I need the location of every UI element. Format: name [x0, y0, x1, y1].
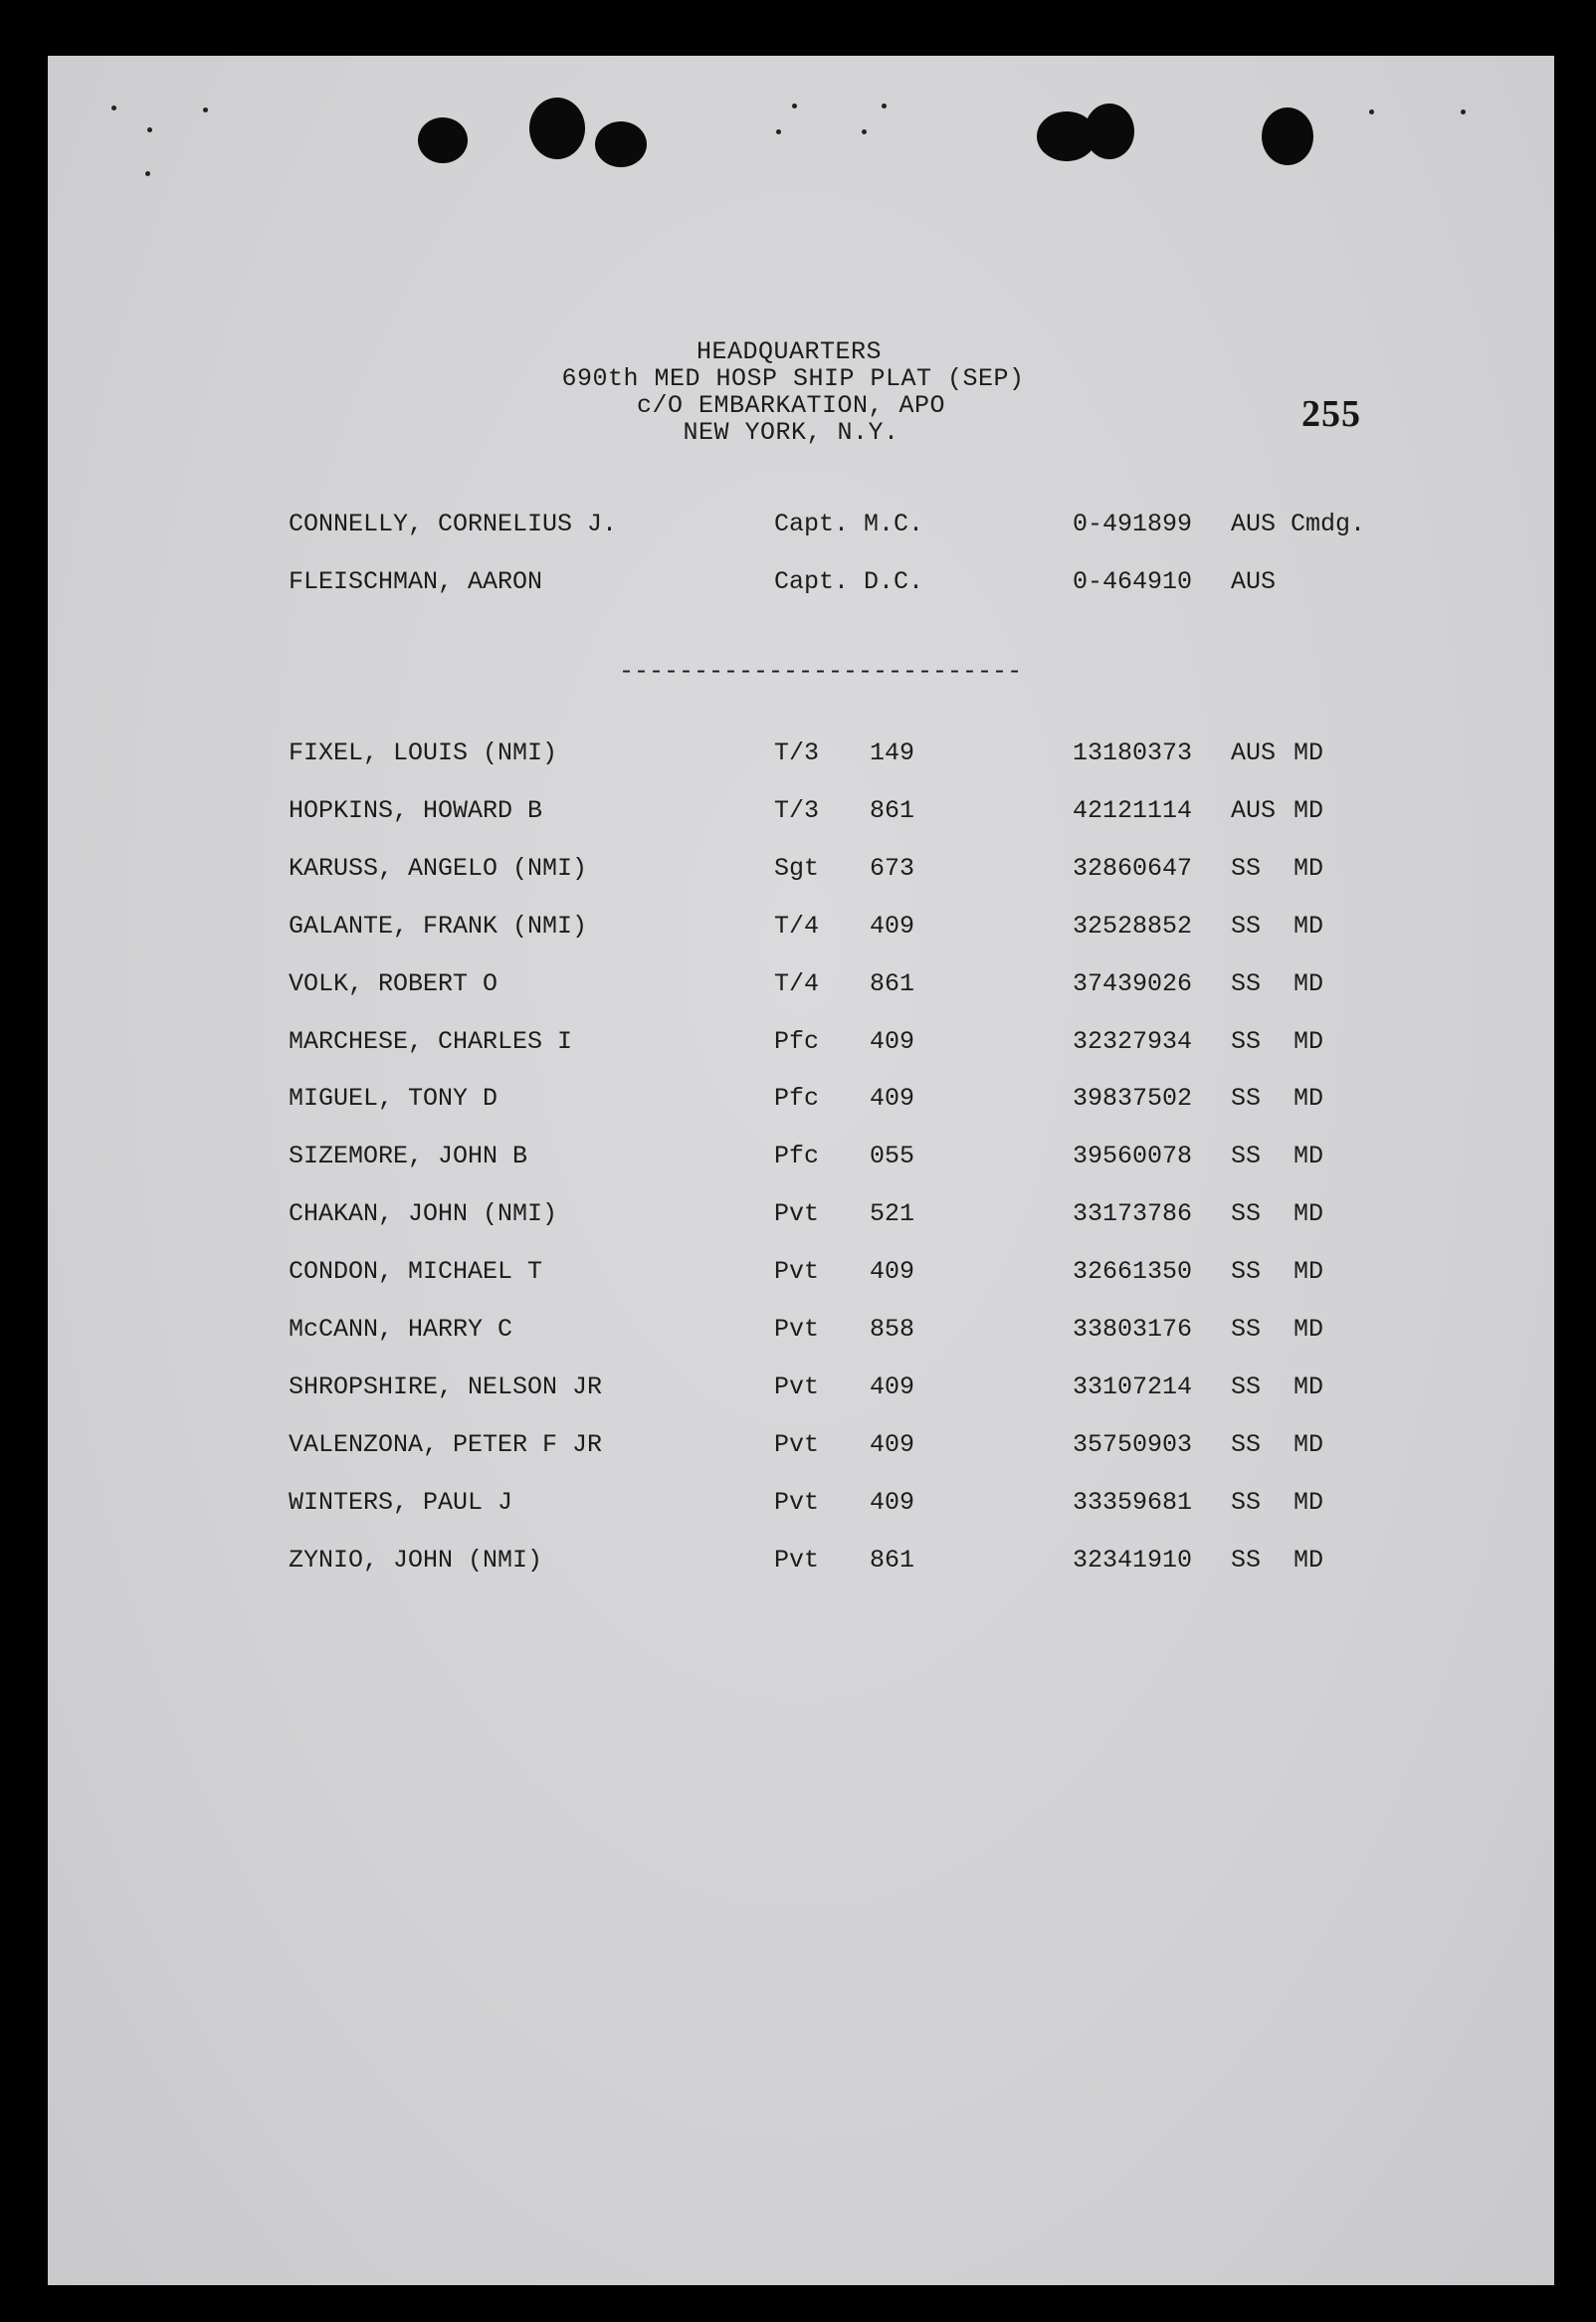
enlisted-mos: 521	[870, 1199, 915, 1228]
punch-hole	[418, 117, 468, 163]
table-row	[0, 1429, 1596, 1461]
enlisted-serial: 32528852	[1073, 912, 1193, 941]
speck	[1461, 109, 1466, 114]
enlisted-rank: Pvt	[774, 1372, 820, 1401]
enlisted-name: MIGUEL, TONY D	[289, 1084, 499, 1113]
officer-serial: 0-491899	[1073, 510, 1193, 538]
speck	[1369, 109, 1374, 114]
enlisted-component: SS	[1231, 1315, 1262, 1344]
enlisted-name: McCANN, HARRY C	[289, 1315, 513, 1344]
officer-name: FLEISCHMAN, AARON	[289, 567, 543, 596]
enlisted-serial: 37439026	[1073, 969, 1193, 998]
enlisted-rank: Pvt	[774, 1257, 820, 1286]
enlisted-branch: MD	[1294, 1257, 1324, 1286]
enlisted-name: HOPKINS, HOWARD B	[289, 796, 543, 825]
enlisted-name: WINTERS, PAUL J	[289, 1488, 513, 1517]
table-row	[0, 1487, 1596, 1519]
enlisted-name: SHROPSHIRE, NELSON JR	[289, 1372, 603, 1401]
enlisted-component: SS	[1231, 1084, 1262, 1113]
enlisted-rank: Pvt	[774, 1430, 820, 1459]
enlisted-serial: 33173786	[1073, 1199, 1193, 1228]
enlisted-rank: Pfc	[774, 1142, 820, 1170]
enlisted-mos: 861	[870, 1546, 915, 1575]
enlisted-branch: MD	[1294, 1546, 1324, 1575]
enlisted-branch: MD	[1294, 1084, 1324, 1113]
enlisted-mos: 409	[870, 1257, 915, 1286]
officer-component: AUS	[1231, 567, 1277, 596]
enlisted-mos: 861	[870, 969, 915, 998]
enlisted-branch: MD	[1294, 739, 1324, 767]
enlisted-mos: 673	[870, 854, 915, 883]
enlisted-branch: MD	[1294, 969, 1324, 998]
enlisted-component: SS	[1231, 1027, 1262, 1056]
punch-hole	[595, 121, 647, 167]
enlisted-rank: Pvt	[774, 1488, 820, 1517]
enlisted-name: ZYNIO, JOHN (NMI)	[289, 1546, 543, 1575]
officer-name: CONNELLY, CORNELIUS J.	[289, 510, 618, 538]
enlisted-branch: MD	[1294, 1199, 1324, 1228]
speck	[145, 171, 150, 176]
enlisted-component: AUS	[1231, 739, 1277, 767]
enlisted-component: SS	[1231, 854, 1262, 883]
enlisted-component: SS	[1231, 1257, 1262, 1286]
enlisted-component: SS	[1231, 969, 1262, 998]
enlisted-component: SS	[1231, 1430, 1262, 1459]
enlisted-mos: 861	[870, 796, 915, 825]
enlisted-branch: MD	[1294, 912, 1324, 941]
enlisted-serial: 39560078	[1073, 1142, 1193, 1170]
divider-line: ---------------------------	[619, 657, 1023, 686]
enlisted-component: SS	[1231, 1546, 1262, 1575]
enlisted-branch: MD	[1294, 854, 1324, 883]
enlisted-serial: 33107214	[1073, 1372, 1193, 1401]
table-row	[0, 1026, 1596, 1058]
enlisted-component: SS	[1231, 912, 1262, 941]
enlisted-branch: MD	[1294, 796, 1324, 825]
letterhead-line-4: NEW YORK, N.Y.	[683, 418, 899, 447]
enlisted-branch: MD	[1294, 1488, 1324, 1517]
table-row	[0, 738, 1596, 769]
enlisted-branch: MD	[1294, 1142, 1324, 1170]
letterhead-line-1: HEADQUARTERS	[696, 337, 883, 366]
officer-serial: 0-464910	[1073, 567, 1193, 596]
speck	[147, 127, 152, 132]
table-row	[0, 1083, 1596, 1115]
enlisted-rank: T/4	[774, 912, 820, 941]
punch-hole	[1085, 104, 1134, 159]
enlisted-serial: 32327934	[1073, 1027, 1193, 1056]
table-row	[0, 968, 1596, 1000]
officer-row	[0, 509, 1596, 540]
punch-hole	[529, 98, 585, 159]
officer-row	[0, 566, 1596, 598]
speck	[882, 104, 887, 108]
enlisted-rank: Pvt	[774, 1546, 820, 1575]
officer-component: AUS Cmdg.	[1231, 510, 1366, 538]
letterhead-line-3: c/O EMBARKATION, APO	[636, 391, 946, 420]
enlisted-serial: 33359681	[1073, 1488, 1193, 1517]
speck	[792, 104, 797, 108]
speck	[776, 129, 781, 134]
enlisted-mos: 409	[870, 1084, 915, 1113]
enlisted-rank: T/4	[774, 969, 820, 998]
enlisted-serial: 33803176	[1073, 1315, 1193, 1344]
speck	[862, 129, 867, 134]
enlisted-mos: 409	[870, 912, 915, 941]
enlisted-rank: T/3	[774, 796, 820, 825]
table-row	[0, 853, 1596, 885]
officer-rank: Capt. D.C.	[774, 567, 924, 596]
enlisted-mos: 409	[870, 1372, 915, 1401]
enlisted-serial: 13180373	[1073, 739, 1193, 767]
enlisted-component: SS	[1231, 1372, 1262, 1401]
enlisted-component: SS	[1231, 1142, 1262, 1170]
enlisted-rank: Pvt	[774, 1199, 820, 1228]
enlisted-serial: 32341910	[1073, 1546, 1193, 1575]
enlisted-name: KARUSS, ANGELO (NMI)	[289, 854, 588, 883]
table-row	[0, 1256, 1596, 1288]
enlisted-name: GALANTE, FRANK (NMI)	[289, 912, 588, 941]
enlisted-rank: T/3	[774, 739, 820, 767]
letterhead-line-2: 690th MED HOSP SHIP PLAT (SEP)	[561, 364, 1025, 393]
page-number: 255	[1301, 393, 1361, 435]
speck	[203, 107, 208, 112]
enlisted-name: MARCHESE, CHARLES I	[289, 1027, 573, 1056]
enlisted-serial: 35750903	[1073, 1430, 1193, 1459]
enlisted-name: CONDON, MICHAEL T	[289, 1257, 543, 1286]
enlisted-name: VOLK, ROBERT O	[289, 969, 499, 998]
enlisted-branch: MD	[1294, 1027, 1324, 1056]
punch-hole	[1262, 107, 1313, 165]
enlisted-branch: MD	[1294, 1315, 1324, 1344]
enlisted-mos: 858	[870, 1315, 915, 1344]
enlisted-rank: Pfc	[774, 1027, 820, 1056]
enlisted-rank: Pvt	[774, 1315, 820, 1344]
table-row	[0, 911, 1596, 943]
enlisted-serial: 42121114	[1073, 796, 1193, 825]
table-row	[0, 1314, 1596, 1346]
enlisted-rank: Pfc	[774, 1084, 820, 1113]
speck	[111, 106, 116, 110]
enlisted-mos: 409	[870, 1430, 915, 1459]
enlisted-rank: Sgt	[774, 854, 820, 883]
enlisted-name: SIZEMORE, JOHN B	[289, 1142, 528, 1170]
enlisted-name: FIXEL, LOUIS (NMI)	[289, 739, 558, 767]
officer-rank: Capt. M.C.	[774, 510, 924, 538]
enlisted-branch: MD	[1294, 1430, 1324, 1459]
enlisted-branch: MD	[1294, 1372, 1324, 1401]
enlisted-serial: 32661350	[1073, 1257, 1193, 1286]
enlisted-component: SS	[1231, 1199, 1262, 1228]
enlisted-mos: 149	[870, 739, 915, 767]
enlisted-component: AUS	[1231, 796, 1277, 825]
table-row	[0, 1545, 1596, 1577]
enlisted-serial: 32860647	[1073, 854, 1193, 883]
enlisted-mos: 409	[870, 1488, 915, 1517]
enlisted-serial: 39837502	[1073, 1084, 1193, 1113]
enlisted-mos: 055	[870, 1142, 915, 1170]
enlisted-component: SS	[1231, 1488, 1262, 1517]
enlisted-mos: 409	[870, 1027, 915, 1056]
enlisted-name: CHAKAN, JOHN (NMI)	[289, 1199, 558, 1228]
enlisted-name: VALENZONA, PETER F JR	[289, 1430, 603, 1459]
table-row	[0, 795, 1596, 827]
table-row	[0, 1198, 1596, 1230]
table-row	[0, 1372, 1596, 1403]
table-row	[0, 1141, 1596, 1172]
